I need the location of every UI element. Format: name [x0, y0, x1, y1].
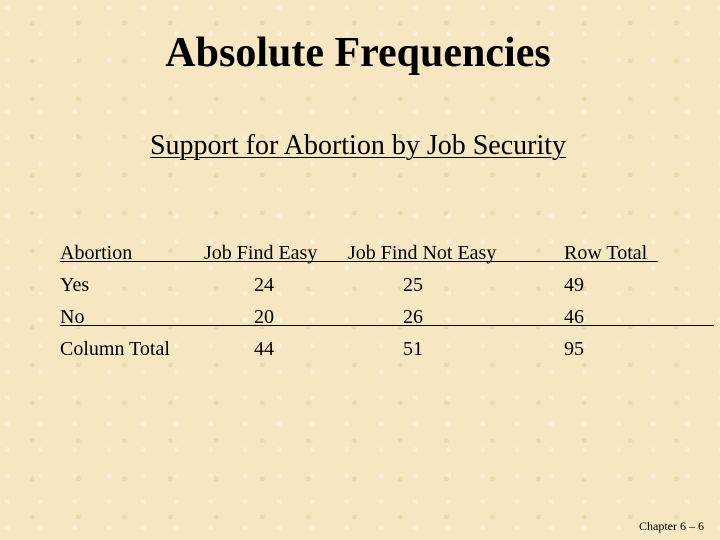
cell-row-total: 49	[564, 274, 584, 296]
table-header-row	[0, 238, 720, 270]
row-label: No	[60, 306, 85, 328]
cell-row-total: 95	[564, 338, 584, 360]
header-job-find-not-easy: Job Find Not Easy	[348, 242, 497, 264]
slide-subtitle	[0, 130, 716, 162]
header-abortion: Abortion	[60, 242, 133, 264]
table-row	[0, 302, 720, 334]
cell-easy: 24	[254, 274, 274, 296]
frequency-table	[0, 238, 720, 366]
cell-not-easy: 25	[403, 274, 423, 296]
table-row	[0, 270, 720, 302]
cell-easy: 20	[254, 306, 274, 328]
header-job-find-easy: Job Find Easy	[204, 242, 318, 264]
subtitle-text: Support for Abortion by Job Security	[149, 130, 567, 161]
table-row	[0, 334, 720, 366]
cell-easy: 44	[254, 338, 274, 360]
header-row-total: Row Total	[564, 242, 648, 264]
row-label: Yes	[60, 274, 90, 296]
header-underline	[60, 261, 658, 262]
cell-row-total: 46	[564, 306, 584, 328]
slide-title: Absolute Frequencies	[165, 30, 551, 76]
row-label: Column Total	[60, 338, 170, 360]
cell-not-easy: 26	[403, 306, 423, 328]
cell-not-easy: 51	[403, 338, 423, 360]
slide-footer: Chapter 6 – 6	[639, 519, 704, 533]
subtotal-underline	[60, 325, 714, 326]
